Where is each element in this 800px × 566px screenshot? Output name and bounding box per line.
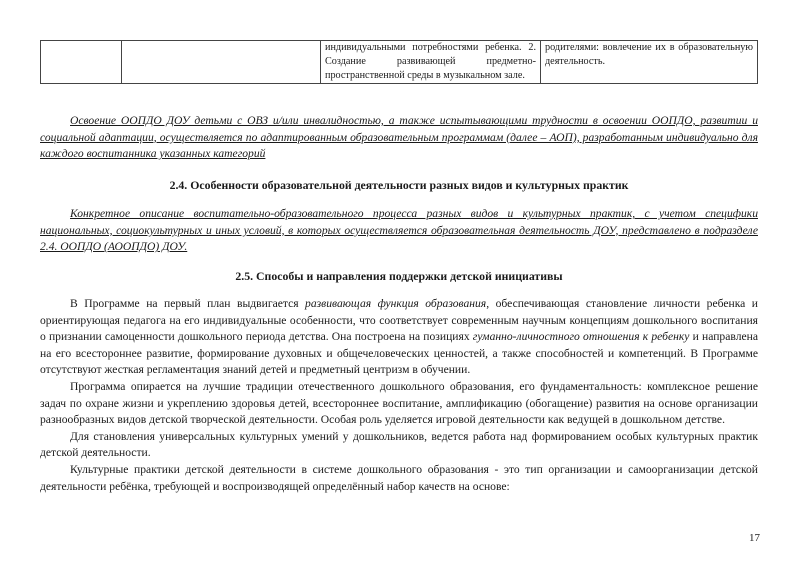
table-cell-2: [122, 41, 321, 84]
table-cell-3: индивидуальными потребностями ребенка. 2. Создание развивающей предметно-пространственной среды в музыкальном зале.: [321, 41, 541, 84]
emphasis-developing-function: развивающая функция образования: [305, 297, 487, 310]
paragraph-4: Культурные практики детской деятельности в системе дошкольного образования - это тип организации и самоорганизации детской деятельности ребёнка, требующей и воспроизводящей определённый набор качеств на основе:: [40, 462, 758, 493]
paragraph-1-text-a: В Программе на первый план выдвигается: [70, 297, 306, 310]
table-cell-4: родителями: вовлечение их в образовательную деятельность.: [541, 41, 758, 84]
paragraph-3: Для становления универсальных культурных умений у дошкольников, ведется работа над формированием особых культурных практик детской деятельности.: [40, 429, 758, 460]
section-2-5-heading: 2.5. Способы и направления поддержки детской инициативы: [235, 269, 563, 283]
table-row: [41, 41, 758, 84]
section-2-5-body: [40, 296, 758, 495]
paragraph-1: [40, 296, 758, 379]
aop-note: Освоение ООПДО ДОУ детьми с ОВЗ и/или инвалидностью, а также испытывающими трудности в освоении ООПДО, развитии и социальной адаптации, осуществляется по адаптированным образовательным программам (далее – АОП), разработанным индивидуально для каждого воспитанника указанных категорий: [40, 114, 758, 161]
section-2-4-heading: 2.4. Особенности образовательной деятельности разных видов и культурных практик: [169, 178, 629, 192]
table-cell-1: [41, 41, 122, 84]
table-fragment: [40, 40, 758, 84]
paragraph-1-text-b: , обеспечивающая становление личности ребенка и ориентирующая педагога на его индивидуальные особенности, что соответствует современным научным концепциям дошкольного воспитания о признании самоценности дошкольного периода детства. Она построена на позициях: [40, 297, 758, 344]
emphasis-humane-attitude: гуманно-личностного отношения к ребенку: [472, 330, 690, 344]
page-number: 17: [749, 532, 760, 544]
paragraph-2: Программа опирается на лучшие традиции отечественного дошкольного образования, его фундаментальность: комплексное решение задач по охране жизни и укреплению здоровья детей, всестороннее воспитание, амплификацию (обогащение) развития на основе организации разнообразных видов детской творческой деятельности. Особая роль уделяется игровой деятельности как ведущей в дошкольном детстве.: [40, 379, 758, 427]
paragraph-1-text-c: и направлена на его всестороннее развитие, формирование духовных и общечеловеческих ценностей, а также способностей и компетенций. В Программе отсутствуют жесткая регламентация знаний детей и предметный центризм в обучении.: [40, 330, 758, 377]
section-2-4-note: Конкретное описание воспитательно-образовательного процесса разных видов и культурных практик, с учетом специфики национальных, социокультурных и иных условий, в которых осуществляется образовательная деятельность ДОУ, представлено в подразделе 2.4. ООПДО (АООПДО) ДОУ.: [40, 207, 758, 254]
